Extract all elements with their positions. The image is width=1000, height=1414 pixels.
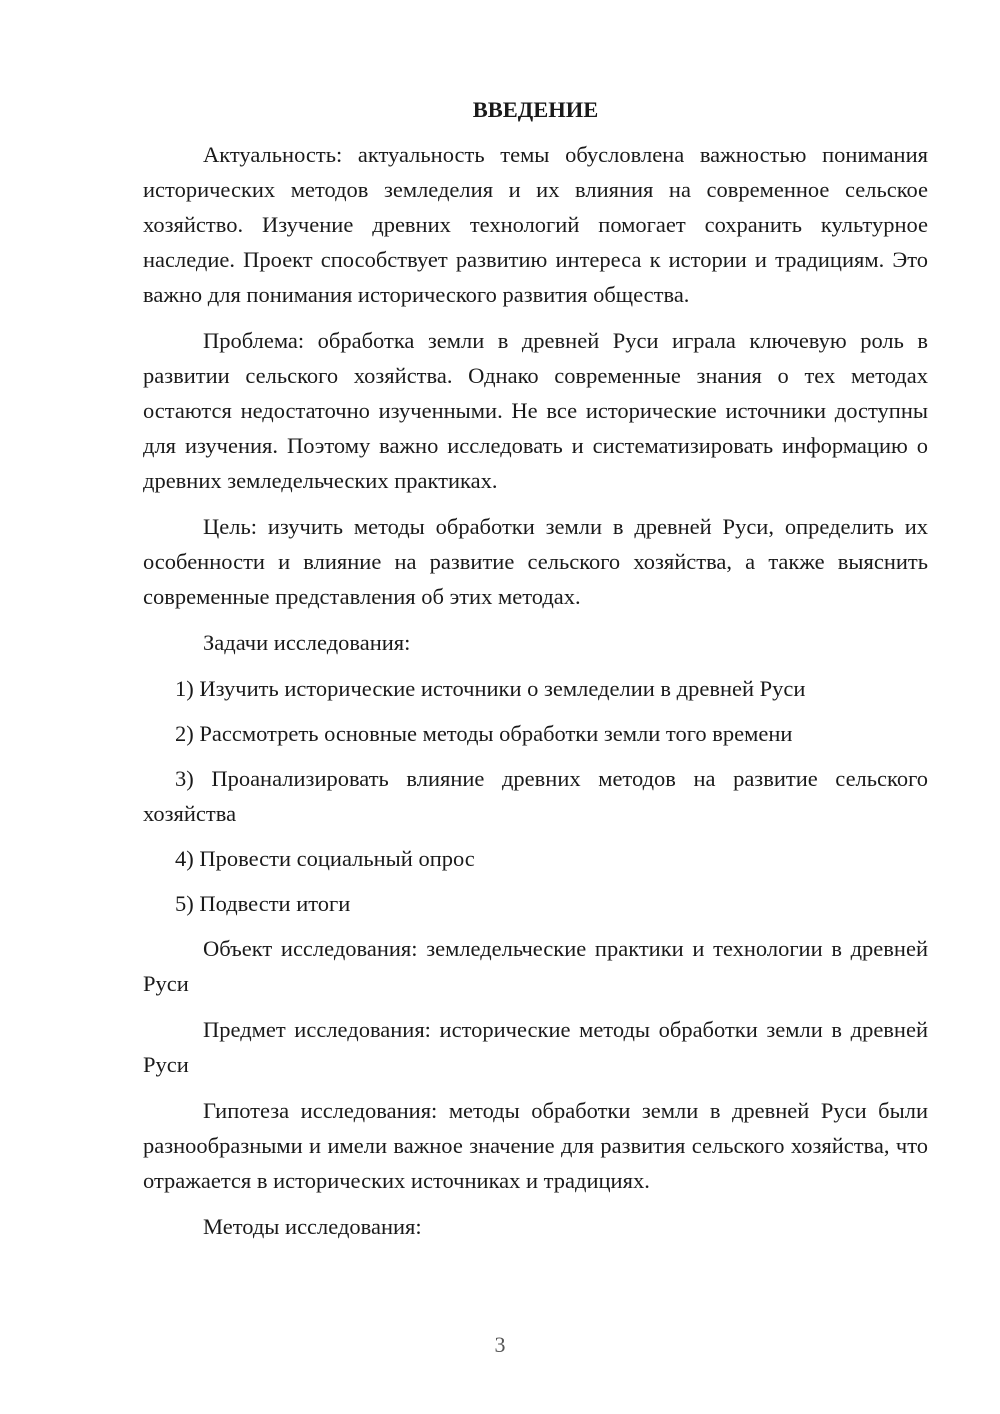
paragraph-subject: Предмет исследования: исторические методы обработки земли в древней Руси xyxy=(143,1017,928,1077)
list-item-task-4: 4) Провести социальный опрос xyxy=(175,846,475,871)
paragraph-object: Объект исследования: земледельческие практики и технологии в древней Руси xyxy=(143,936,928,996)
paragraph-goal: Цель: изучить методы обработки земли в древней Руси, определить их особенности и влияние на развитие сельского хозяйства, а также выяснить современные представления об этих методах. xyxy=(143,514,928,609)
document-page xyxy=(143,92,928,1255)
page-number: 3 xyxy=(494,1332,506,1357)
paragraph-problem: Проблема: обработка земли в древней Руси играла ключевую роль в развитии сельского хозяйства. Однако современные знания о тех методах остаются недостаточно изученными. Не все исторические источники доступны для изучения. Поэтому важно исследовать и систематизировать информацию о древних земледельческих практиках. xyxy=(143,328,928,493)
list-item-task-5: 5) Подвести итоги xyxy=(175,891,351,916)
paragraph-tasks-heading: Задачи исследования: xyxy=(203,630,411,655)
paragraph-methods: Методы исследования: xyxy=(203,1214,422,1239)
list-item-task-1: 1) Изучить исторические источники о земледелии в древней Руси xyxy=(175,676,806,701)
list-item-task-3: 3) Проанализировать влияние древних методов на развитие сельского хозяйства xyxy=(143,766,928,826)
paragraph-relevance: Актуальность: актуальность темы обусловлена важностью понимания исторических методов земледелия и их влияния на современное сельское хозяйство. Изучение древних технологий помогает сохранить культурное наследие. Проект способствует развитию интереса к истории и традициям. Это важно для понимания исторического развития общества. xyxy=(143,142,928,307)
paragraph-hypothesis: Гипотеза исследования: методы обработки земли в древней Руси были разнообразными и имели важное значение для развития сельского хозяйства, что отражается в исторических источниках и традициях. xyxy=(143,1098,928,1193)
list-item-task-2: 2) Рассмотреть основные методы обработки земли того времени xyxy=(175,721,793,746)
page-title: ВВЕДЕНИЕ xyxy=(472,97,599,122)
